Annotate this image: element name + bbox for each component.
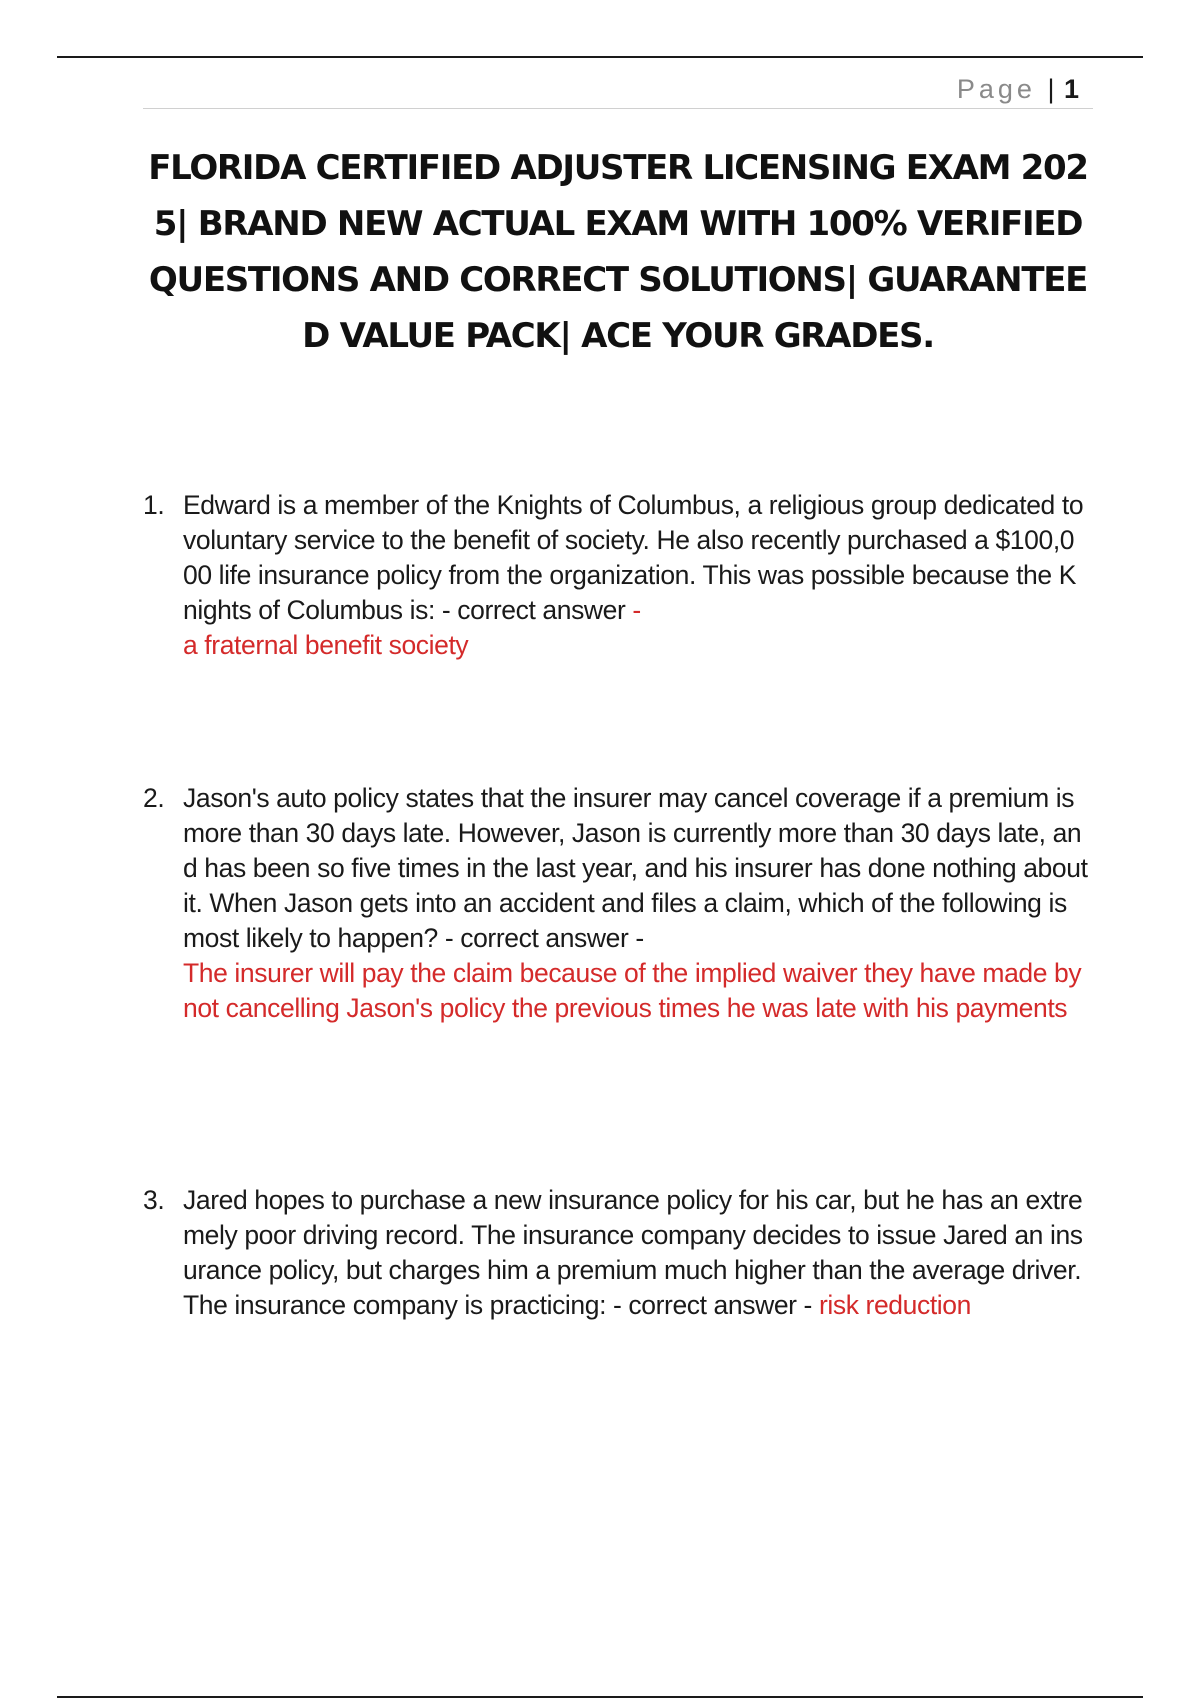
page-header	[143, 70, 1093, 109]
question-body	[183, 488, 1088, 663]
question-text: Jared hopes to purchase a new insurance policy for his car, but he has an extremely poor driving record. The insurance company decides to issue Jared an insurance policy, but charges him a premium much higher than the average driver. The insurance company is practicing: - correct answer -	[183, 1185, 1083, 1320]
answer-text: risk reduction	[818, 1290, 971, 1320]
question-body	[183, 781, 1088, 1026]
document-title: FLORIDA CERTIFIED ADJUSTER LICENSING EXAM 2025| BRAND NEW ACTUAL EXAM WITH 100% VERIFIED QUESTIONS AND CORRECT SOLUTIONS| GUARANTEED VALUE PACK| ACE YOUR GRADES.	[148, 148, 1088, 356]
answer-dash: -	[625, 595, 641, 625]
question-number: 2.	[143, 783, 165, 813]
question-number: 1.	[143, 490, 165, 520]
answer-text: a fraternal benefit society	[183, 630, 469, 660]
page-separator: |	[1047, 74, 1055, 104]
question-body	[183, 1183, 1088, 1323]
question-number: 3.	[143, 1185, 165, 1215]
question-item-1	[143, 488, 1093, 663]
question-text: Jason's auto policy states that the insurer may cancel coverage if a premium is more than 30 days late. However, Jason is currently more than 30 days late, and has been so five times in the last year, and his insurer has done nothing about it. When Jason gets into an accident and files a claim, which of the following is most likely to happen? - correct answer -	[183, 783, 1088, 953]
page-number: 1	[1063, 74, 1079, 104]
question-text: Edward is a member of the Knights of Columbus, a religious group dedicated to voluntary service to the benefit of society. He also recently purchased a $100,000 life insurance policy from the organization. This was possible because the Knights of Columbus is: - correct answer	[183, 490, 1084, 625]
question-item-2	[143, 781, 1093, 1026]
bottom-rule	[57, 1696, 1143, 1698]
question-item-3	[143, 1183, 1093, 1323]
page-label: Page	[956, 74, 1036, 104]
answer-text: The insurer will pay the claim because of the implied waiver they have made by not cancelling Jason's policy the previous times he was late with his payments	[183, 958, 1082, 1023]
top-rule	[57, 56, 1143, 58]
